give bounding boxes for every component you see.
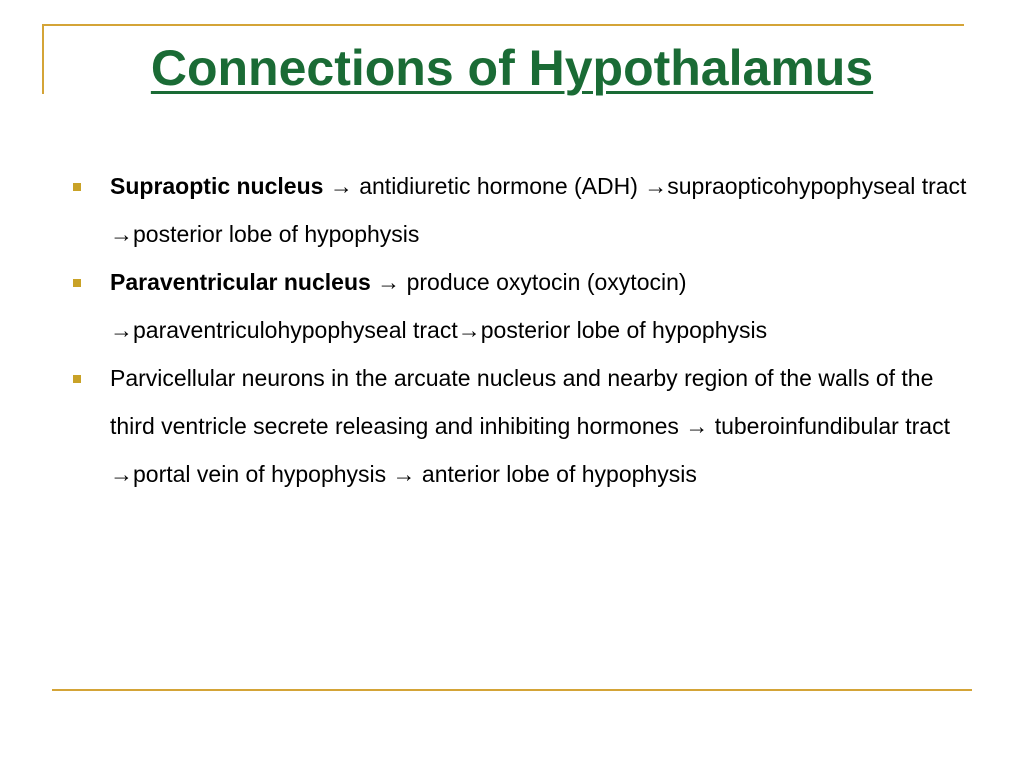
slide-title: Connections of Hypothalamus bbox=[150, 40, 874, 96]
bullet-item-supraoptic bbox=[110, 162, 980, 258]
square-bullet-icon bbox=[73, 375, 81, 383]
frame-bottom-line bbox=[52, 689, 972, 691]
bullet-item-parvicellular bbox=[110, 354, 980, 498]
bullet-text: → produce oxytocin (oxytocin) →paraventriculohypophyseal tract→posterior lobe of hypophysis bbox=[110, 269, 768, 343]
square-bullet-icon bbox=[73, 183, 81, 191]
bullet-text: → antidiuretic hormone (ADH) →supraopticohypophyseal tract →posterior lobe of hypophysis bbox=[110, 173, 967, 247]
frame-top-line bbox=[42, 24, 964, 26]
bullet-bold-term: Supraoptic nucleus bbox=[110, 173, 324, 199]
bullet-bold-term: Paraventricular nucleus bbox=[110, 269, 371, 295]
bullet-list bbox=[110, 162, 980, 498]
square-bullet-icon bbox=[73, 279, 81, 287]
bullet-item-paraventricular bbox=[110, 258, 980, 354]
bullet-text: Parvicellular neurons in the arcuate nucleus and nearby region of the walls of the third ventricle secrete releasing and inhibiting hormones → tuberoinfundibular tract →portal vein of hypophysis → anterior lobe of hypophysis bbox=[110, 365, 950, 487]
